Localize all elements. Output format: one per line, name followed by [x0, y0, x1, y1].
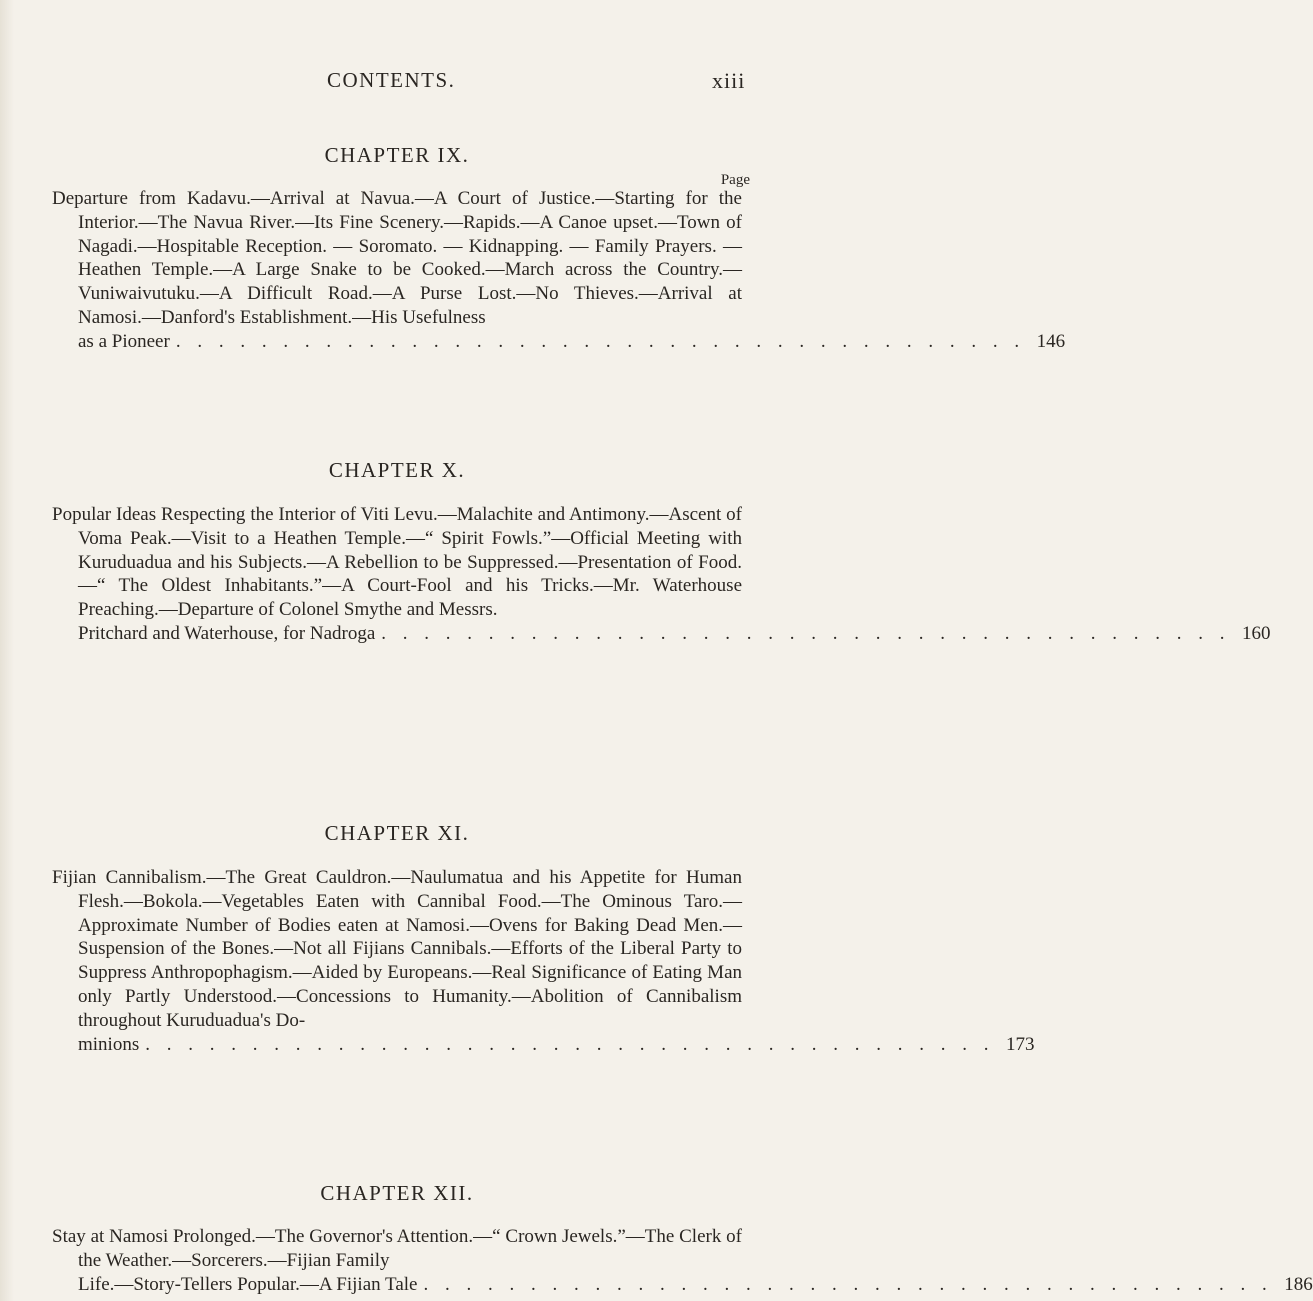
- chapter-entry-ix: [52, 140, 1066, 354]
- page-gutter-shadow: [0, 0, 14, 1301]
- toc-last-line: [52, 330, 1066, 354]
- chapter-entry-x: [52, 455, 1271, 646]
- chapter-summary: Stay at Namosi Prolonged.—The Governor's Attention.—“ Crown Jewels.”—The Clerk of the Weather.—Sorcerers.—Fijian Family: [52, 1226, 742, 1271]
- toc-last-line: [52, 622, 1271, 646]
- chapter-page-number: 186: [1284, 1273, 1313, 1295]
- toc-last-line-text: Pritchard and Waterhouse, for Nadroga: [78, 622, 376, 644]
- toc-last-line-text: minions: [78, 1033, 140, 1055]
- dot-leader: . . . . . . . . . . . . . . . . . . . . . . . . . . . . . . . . . . . . . . . .: [145, 1033, 995, 1055]
- toc-last-line-text: as a Pioneer: [78, 330, 170, 352]
- chapter-entry-xi: [52, 818, 1035, 1056]
- toc-last-line-text: Life.—Story-Tellers Popular.—A Fijian Tale: [78, 1273, 418, 1295]
- chapter-summary: Fijian Cannibalism.—The Great Cauldron.—Naulumatua and his Appetite for Human Flesh.—Bokola.—Vegetables Eaten with Cannibal Food.—The Ominous Taro.—Approximate Number of Bodies eaten at Namosi.—Ovens for Baking Dead Men.—Suspension of the Bones.—Not all Fijians Cannibals.—Efforts of the Liberal Party to Suppress Anthropophagism.—Aided by Europeans.—Real Significance of Eating Man only Partly Understood.—Concessions to Humanity.—Abolition of Cannibalism throughout Kuruduadua's Do-: [52, 867, 742, 1031]
- dot-leader: . . . . . . . . . . . . . . . . . . . . . . . . . . . . . . . . . . . . . . . .: [423, 1273, 1273, 1295]
- chapter-entry-xii: [52, 1178, 1313, 1296]
- chapter-title: CHAPTER X.: [328, 458, 466, 482]
- dot-leader: . . . . . . . . . . . . . . . . . . . . . . . . . . . . . . . . . . . . . . . .: [381, 622, 1231, 644]
- running-title: CONTENTS.: [327, 68, 456, 92]
- chapter-title: CHAPTER XI.: [324, 821, 470, 845]
- toc-last-line: [52, 1033, 1035, 1057]
- page-number: xiii: [712, 68, 746, 93]
- chapter-page-number: 146: [1036, 330, 1066, 352]
- chapter-title: CHAPTER XII.: [320, 1181, 474, 1205]
- chapter-summary: Departure from Kadavu.—Arrival at Navua.—A Court of Justice.—Starting for the Interior.—The Navua River.—Its Fine Scenery.—Rapids.—A Canoe upset.—Town of Nagadi.—Hospitable Reception. — Soromato. — Kidnapping. — Family Prayers. — Heathen Temple.—A Large Snake to be Cooked.—March across the Country.—Vuniwaivutuku.—A Difficult Road.—A Purse Lost.—No Thieves.—Arrival at Namosi.—Danford's Establishment.—His Usefulness: [52, 188, 742, 328]
- chapter-summary: Popular Ideas Respecting the Interior of Viti Levu.—Malachite and Antimony.—Ascent of Voma Peak.—Visit to a Heathen Temple.—“ Spirit Fowls.”—Official Meeting with Kuruduadua and his Subjects.—A Rebellion to be Suppressed.—Presentation of Food.—“ The Oldest Inhabitants.”—A Court-Fool and his Tricks.—Mr. Waterhouse Preaching.—Departure of Colonel Smythe and Messrs.: [52, 504, 742, 621]
- running-head: [0, 68, 801, 98]
- page-column-label: Page: [720, 172, 750, 188]
- toc-last-line: [52, 1273, 1313, 1297]
- chapter-title: CHAPTER IX.: [324, 143, 470, 167]
- dot-leader: . . . . . . . . . . . . . . . . . . . . . . . . . . . . . . . . . . . . . . . .: [175, 330, 1026, 352]
- chapter-page-number: 173: [1005, 1033, 1035, 1055]
- chapter-page-number: 160: [1242, 622, 1271, 644]
